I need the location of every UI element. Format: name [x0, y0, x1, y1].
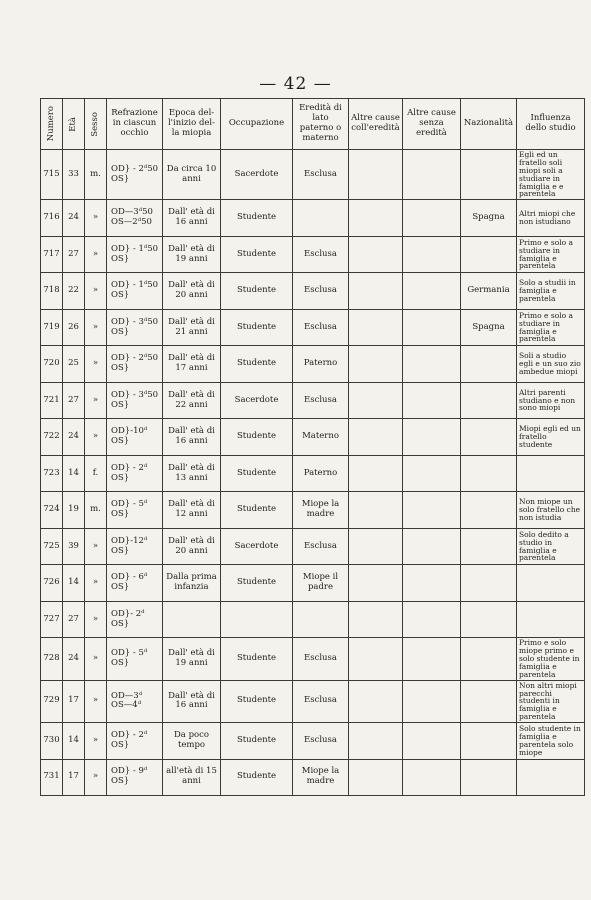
- cell-eredita: [293, 200, 349, 237]
- cell-epoca: Dall' età di 20 anni: [163, 528, 221, 565]
- cell-sesso: »: [85, 236, 107, 273]
- cell-nazionalita: Spagna: [461, 309, 517, 346]
- cell-nazionalita: Spagna: [461, 200, 517, 237]
- cell-refrazione: [107, 309, 163, 346]
- cell-eta: 24: [63, 638, 85, 680]
- header-epoca: Epoca del- l'inizio del- la miopia: [163, 99, 221, 150]
- cell-altre-cause-senza: [403, 236, 461, 273]
- cell-influenza: Primo e solo a studiare in famiglia e parentela: [517, 236, 585, 273]
- cell-altre-cause-eredita: [349, 601, 403, 638]
- cell-epoca: Dall' età di 12 anni: [163, 492, 221, 529]
- cell-eredita: Paterno: [293, 346, 349, 383]
- cell-sesso: f.: [85, 455, 107, 492]
- cell-occupazione: Studente: [221, 455, 293, 492]
- cell-refrazione: [107, 601, 163, 638]
- cell-occupazione: Sacerdote: [221, 150, 293, 200]
- table-row: [41, 638, 585, 680]
- cell-altre-cause-eredita: [349, 565, 403, 602]
- cell-altre-cause-eredita: [349, 382, 403, 419]
- cell-sesso: »: [85, 680, 107, 722]
- cell-eredita: Miope la madre: [293, 492, 349, 529]
- cell-refrazione: [107, 273, 163, 310]
- refraction-value: OD—3ᵈ50 OS—2ᵈ50: [111, 207, 153, 227]
- cell-sesso: m.: [85, 150, 107, 200]
- cell-influenza: Primo e solo miope primo e solo studente in famiglia e parentela: [517, 638, 585, 680]
- cell-eta: 17: [63, 759, 85, 796]
- cell-occupazione: Studente: [221, 492, 293, 529]
- cell-influenza: Miopi egli ed un fratello studente: [517, 419, 585, 456]
- cell-numero: 727: [41, 601, 63, 638]
- table-row: [41, 723, 585, 760]
- cell-influenza: Solo dedito a studio in famiglia e parentela: [517, 528, 585, 565]
- cell-occupazione: Studente: [221, 565, 293, 602]
- table-row: [41, 455, 585, 492]
- cell-altre-cause-senza: [403, 382, 461, 419]
- cell-eta: 39: [63, 528, 85, 565]
- page-number: — 42 —: [259, 74, 332, 94]
- refraction-value: OD}-10ᵈ OS}: [111, 426, 148, 446]
- cell-nazionalita: [461, 528, 517, 565]
- cell-altre-cause-eredita: [349, 236, 403, 273]
- refraction-value: OD} - 1ᵈ50 OS}: [111, 280, 159, 300]
- cell-epoca: Dall' età di 21 anni: [163, 309, 221, 346]
- refraction-value: OD} - 2ᵈ OS}: [111, 462, 148, 483]
- table-row: [41, 346, 585, 383]
- cell-epoca: Dall' età di 19 anni: [163, 638, 221, 680]
- cell-epoca: Da circa 10 anni: [163, 150, 221, 200]
- cell-altre-cause-senza: [403, 759, 461, 796]
- table-row: [41, 236, 585, 273]
- cell-numero: 715: [41, 150, 63, 200]
- cell-altre-cause-senza: [403, 723, 461, 760]
- cell-numero: 731: [41, 759, 63, 796]
- cell-occupazione: Studente: [221, 680, 293, 722]
- refraction-value: OD} - 3ᵈ50 OS}: [111, 389, 159, 410]
- cell-refrazione: [107, 200, 163, 237]
- cell-altre-cause-eredita: [349, 680, 403, 722]
- cell-nazionalita: [461, 638, 517, 680]
- cell-eta: 27: [63, 236, 85, 273]
- table-row: [41, 528, 585, 565]
- cell-epoca: Dall' età di 22 anni: [163, 382, 221, 419]
- cell-nazionalita: [461, 455, 517, 492]
- cell-eredita: Esclusa: [293, 309, 349, 346]
- cell-numero: 718: [41, 273, 63, 310]
- cell-occupazione: Studente: [221, 273, 293, 310]
- refraction-value: OD} - 5ᵈ OS}: [111, 499, 148, 519]
- cell-altre-cause-senza: [403, 601, 461, 638]
- cell-epoca: Dall' età di 17 anni: [163, 346, 221, 383]
- myopia-cases-table: [40, 98, 585, 796]
- table-row: [41, 200, 585, 237]
- cell-altre-cause-senza: [403, 309, 461, 346]
- cell-occupazione: Studente: [221, 236, 293, 273]
- table-row: [41, 565, 585, 602]
- cell-sesso: »: [85, 419, 107, 456]
- table-row: [41, 759, 585, 796]
- cell-numero: 717: [41, 236, 63, 273]
- cell-influenza: Non miope un solo fratello che non istudia: [517, 492, 585, 529]
- cell-influenza: Solo studente in famiglia e parentela solo miope: [517, 723, 585, 760]
- cell-influenza: [517, 759, 585, 796]
- cell-numero: 726: [41, 565, 63, 602]
- cell-influenza: Non altri miopi parecchi studenti in famiglia e parentela: [517, 680, 585, 722]
- header-refrazione: Refrazione in ciascun occhio: [107, 99, 163, 150]
- cell-nazionalita: [461, 565, 517, 602]
- cell-refrazione: [107, 680, 163, 722]
- cell-eredita: Esclusa: [293, 638, 349, 680]
- refraction-value: OD—3ᵈ OS—4ᵈ: [111, 690, 143, 711]
- cell-epoca: Dall' età di 16 anni: [163, 419, 221, 456]
- cell-eta: 25: [63, 346, 85, 383]
- cell-nazionalita: [461, 601, 517, 638]
- cell-sesso: »: [85, 309, 107, 346]
- cell-eredita: Paterno: [293, 455, 349, 492]
- refraction-value: OD} - 3ᵈ50 OS}: [111, 316, 159, 337]
- cell-nazionalita: [461, 723, 517, 760]
- cell-refrazione: [107, 382, 163, 419]
- cell-refrazione: [107, 528, 163, 565]
- cell-refrazione: [107, 638, 163, 680]
- cell-numero: 728: [41, 638, 63, 680]
- cell-altre-cause-eredita: [349, 200, 403, 237]
- cell-influenza: [517, 565, 585, 602]
- cell-refrazione: [107, 346, 163, 383]
- table-row: [41, 601, 585, 638]
- cell-numero: 720: [41, 346, 63, 383]
- header-eredita: Eredità di lato paterno o materno: [293, 99, 349, 150]
- cell-nazionalita: Germania: [461, 273, 517, 310]
- cell-altre-cause-eredita: [349, 309, 403, 346]
- cell-refrazione: [107, 492, 163, 529]
- cell-altre-cause-eredita: [349, 528, 403, 565]
- cell-influenza: Egli ed un fratello soli miopi soli a studiare in famiglia e e parentela: [517, 150, 585, 200]
- header-eta: Età: [63, 99, 85, 150]
- cell-eta: 17: [63, 680, 85, 722]
- cell-refrazione: [107, 723, 163, 760]
- cell-altre-cause-eredita: [349, 638, 403, 680]
- table-header-row: [41, 99, 585, 150]
- cell-eta: 26: [63, 309, 85, 346]
- cell-altre-cause-senza: [403, 200, 461, 237]
- cell-numero: 724: [41, 492, 63, 529]
- cell-eredita: Esclusa: [293, 528, 349, 565]
- cell-sesso: »: [85, 382, 107, 419]
- cell-numero: 716: [41, 200, 63, 237]
- cell-refrazione: [107, 419, 163, 456]
- cell-altre-cause-eredita: [349, 723, 403, 760]
- header-sesso: Sesso: [85, 99, 107, 150]
- cell-epoca: Dalla prima infanzia: [163, 565, 221, 602]
- cell-altre-cause-senza: [403, 150, 461, 200]
- cell-eredita: [293, 601, 349, 638]
- table-row: [41, 680, 585, 722]
- table-row: [41, 492, 585, 529]
- cell-eta: 22: [63, 273, 85, 310]
- header-influenza: Influenza dello studio: [517, 99, 585, 150]
- cell-eredita: Miope la madre: [293, 759, 349, 796]
- cell-numero: 719: [41, 309, 63, 346]
- cell-altre-cause-senza: [403, 638, 461, 680]
- cell-altre-cause-senza: [403, 565, 461, 602]
- refraction-value: OD}-12ᵈ OS}: [111, 535, 148, 556]
- cell-sesso: »: [85, 273, 107, 310]
- cell-occupazione: Sacerdote: [221, 382, 293, 419]
- cell-occupazione: Studente: [221, 638, 293, 680]
- header-altre-cause-eredita: Altre cause coll'eredità: [349, 99, 403, 150]
- header-occupazione: Occupazione: [221, 99, 293, 150]
- cell-influenza: Altri miopi che non istudiano: [517, 200, 585, 237]
- cell-sesso: »: [85, 346, 107, 383]
- table-row: [41, 150, 585, 200]
- refraction-value: OD} - 9ᵈ OS}: [111, 766, 148, 787]
- cell-epoca: all'età di 15 anni: [163, 759, 221, 796]
- cell-influenza: [517, 455, 585, 492]
- refraction-value: OD} - 5ᵈ OS}: [111, 648, 148, 668]
- table-row: [41, 419, 585, 456]
- cell-altre-cause-eredita: [349, 455, 403, 492]
- cell-eta: 27: [63, 382, 85, 419]
- refraction-value: OD} - 1ᵈ50 OS}: [111, 243, 159, 264]
- header-nazionalita: Nazionalità: [461, 99, 517, 150]
- table-row: [41, 273, 585, 310]
- header-altre-cause-senza: Altre cause senza eredità: [403, 99, 461, 150]
- cell-eta: 14: [63, 565, 85, 602]
- cell-numero: 725: [41, 528, 63, 565]
- cell-sesso: »: [85, 528, 107, 565]
- refraction-value: OD} - 6ᵈ OS}: [111, 572, 148, 592]
- header-numero: Numero: [41, 99, 63, 150]
- cell-altre-cause-eredita: [349, 492, 403, 529]
- cell-numero: 730: [41, 723, 63, 760]
- cell-occupazione: Studente: [221, 346, 293, 383]
- cell-influenza: Soli a studio egli e un suo zio ambedue miopi: [517, 346, 585, 383]
- cell-influenza: Solo a studii in famiglia e parentela: [517, 273, 585, 310]
- cell-altre-cause-eredita: [349, 346, 403, 383]
- cell-eredita: Esclusa: [293, 273, 349, 310]
- cell-occupazione: Sacerdote: [221, 528, 293, 565]
- cell-influenza: Altri parenti studiano e non sono miopi: [517, 382, 585, 419]
- cell-influenza: Primo e solo a studiare in famiglia e parentela: [517, 309, 585, 346]
- cell-eta: 24: [63, 419, 85, 456]
- cell-refrazione: [107, 565, 163, 602]
- cell-refrazione: [107, 455, 163, 492]
- cell-eredita: Esclusa: [293, 236, 349, 273]
- cell-nazionalita: [461, 346, 517, 383]
- cell-eredita: Esclusa: [293, 382, 349, 419]
- cell-eta: 19: [63, 492, 85, 529]
- cell-sesso: m.: [85, 492, 107, 529]
- cell-eta: 24: [63, 200, 85, 237]
- cell-eredita: Miope il padre: [293, 565, 349, 602]
- cell-nazionalita: [461, 492, 517, 529]
- cell-occupazione: Studente: [221, 723, 293, 760]
- cell-altre-cause-senza: [403, 346, 461, 383]
- cell-sesso: »: [85, 723, 107, 760]
- cell-altre-cause-senza: [403, 528, 461, 565]
- cell-occupazione: Studente: [221, 419, 293, 456]
- cell-sesso: »: [85, 565, 107, 602]
- cell-occupazione: Studente: [221, 759, 293, 796]
- cell-numero: 729: [41, 680, 63, 722]
- cell-altre-cause-eredita: [349, 759, 403, 796]
- cell-eta: 14: [63, 723, 85, 760]
- cell-nazionalita: [461, 382, 517, 419]
- cell-altre-cause-eredita: [349, 150, 403, 200]
- cell-altre-cause-senza: [403, 455, 461, 492]
- cell-eredita: Esclusa: [293, 680, 349, 722]
- cell-altre-cause-senza: [403, 419, 461, 456]
- refraction-value: OD} - 2ᵈ OS}: [111, 729, 148, 750]
- cell-epoca: Dall' età di 16 anni: [163, 680, 221, 722]
- cell-epoca: Dall' età di 16 anni: [163, 200, 221, 237]
- cell-eredita: Materno: [293, 419, 349, 456]
- cell-sesso: »: [85, 200, 107, 237]
- cell-eredita: Esclusa: [293, 150, 349, 200]
- cell-numero: 722: [41, 419, 63, 456]
- cell-nazionalita: [461, 150, 517, 200]
- cell-refrazione: [107, 759, 163, 796]
- cell-refrazione: [107, 236, 163, 273]
- cell-altre-cause-senza: [403, 273, 461, 310]
- cell-sesso: »: [85, 601, 107, 638]
- cell-eredita: Esclusa: [293, 723, 349, 760]
- cell-eta: 27: [63, 601, 85, 638]
- cell-refrazione: [107, 150, 163, 200]
- refraction-value: OD}- 2ᵈ OS}: [111, 608, 145, 629]
- cell-altre-cause-eredita: [349, 273, 403, 310]
- cell-altre-cause-senza: [403, 680, 461, 722]
- refraction-value: OD} - 2ᵈ50 OS}: [111, 353, 159, 373]
- cell-eta: 14: [63, 455, 85, 492]
- cell-numero: 723: [41, 455, 63, 492]
- cell-nazionalita: [461, 759, 517, 796]
- cell-epoca: [163, 601, 221, 638]
- table-row: [41, 382, 585, 419]
- cell-sesso: »: [85, 638, 107, 680]
- cell-influenza: [517, 601, 585, 638]
- cell-occupazione: Studente: [221, 200, 293, 237]
- cell-altre-cause-eredita: [349, 419, 403, 456]
- cell-epoca: Dall' età di 13 anni: [163, 455, 221, 492]
- cell-occupazione: Studente: [221, 309, 293, 346]
- cell-epoca: Dall' età di 19 anni: [163, 236, 221, 273]
- cell-nazionalita: [461, 419, 517, 456]
- table-row: [41, 309, 585, 346]
- cell-epoca: Da poco tempo: [163, 723, 221, 760]
- refraction-value: OD} - 2ᵈ50 OS}: [111, 163, 159, 184]
- cell-nazionalita: [461, 680, 517, 722]
- cell-nazionalita: [461, 236, 517, 273]
- cell-eta: 33: [63, 150, 85, 200]
- cell-numero: 721: [41, 382, 63, 419]
- cell-sesso: »: [85, 759, 107, 796]
- cell-altre-cause-senza: [403, 492, 461, 529]
- cell-epoca: Dall' età di 20 anni: [163, 273, 221, 310]
- cell-occupazione: [221, 601, 293, 638]
